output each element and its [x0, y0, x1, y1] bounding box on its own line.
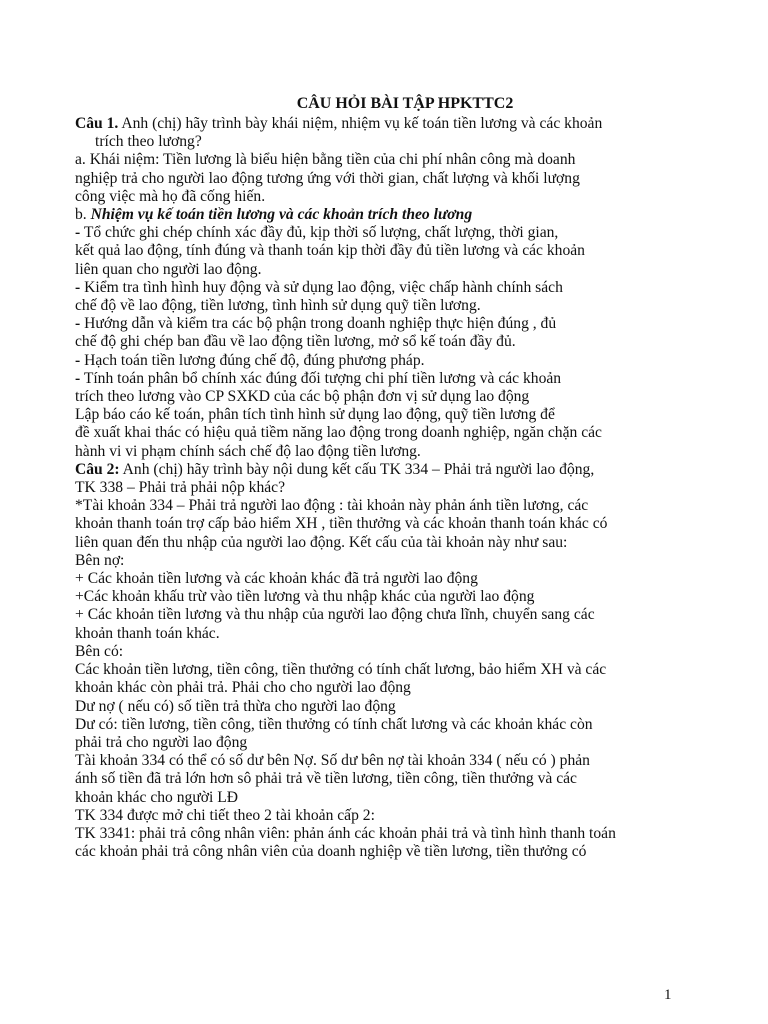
task-heading-prefix: b. — [75, 206, 91, 224]
q2-line-2: TK 338 – Phải trả phải nộp khác? — [75, 479, 286, 497]
task-3-text: Hướng dẫn và kiểm tra các bộ phận trong doanh nghiệp thực hiện đúng , đủ — [80, 315, 557, 333]
balance-note-line-2: ánh số tiền đã trả lớn hơn sô phải trả về tiền lương, tiền công, tiền thưởng và các — [75, 770, 577, 788]
credit-item-line-1: Các khoản tiền lương, tiền công, tiền thưởng có tính chất lương, bảo hiểm XH và các — [75, 661, 607, 679]
task-6-line-2: đề xuất khai thác có hiệu quả tiềm năng lao động trong doanh nghiệp, ngăn chặn các — [75, 424, 602, 442]
debit-item-2: +Các khoản khấu trừ vào tiền lương và thu nhập khác của người lao động — [75, 588, 535, 606]
debit-item-3-line-1: + Các khoản tiền lương và thu nhập của người lao động chưa lĩnh, chuyển sang các — [75, 606, 595, 624]
task-6-line-1: Lập báo cáo kế toán, phân tích tình hình sử dụng lao động, quỹ tiền lương để — [75, 406, 555, 424]
task-2-text: Kiểm tra tình hình huy động và sử dụng lao động, việc chấp hành chính sách — [80, 278, 563, 296]
task-3-dash: - — [75, 315, 81, 333]
task-5-dash: - — [75, 369, 81, 387]
task-5-line-1 — [75, 370, 715, 388]
tk3341-line-1: TK 3341: phải trả công nhân viên: phản ánh các khoản phải trả và tình hình thanh toán — [75, 824, 616, 842]
task-2-line-1 — [75, 279, 715, 297]
tk334-intro-line-2: khoản thanh toán trợ cấp bảo hiểm XH , tiền thưởng và các khoản thanh toán khác có — [75, 515, 608, 533]
page-number: 1 — [664, 987, 672, 1003]
concept-line-2: nghiệp trả cho người lao động tương ứng với thời gian, chất lượng và khối lượng — [75, 169, 580, 187]
task-5-text: Tính toán phân bổ chính xác đúng đối tượng chi phí tiền lương và các khoản — [80, 369, 562, 387]
credit-balance-line-2: phải trả cho người lao động — [75, 733, 248, 751]
document-body — [75, 95, 715, 861]
task-2-line-2: chế độ về lao động, tiền lương, tình hình sử dụng quỹ tiền lương. — [75, 297, 481, 315]
q2-label: Câu 2: — [75, 460, 120, 478]
tk334-intro-line-3: liên quan đến thu nhập của người lao động. Kết cấu của tài khoản này như sau: — [75, 533, 568, 551]
tk334-intro-line-1: *Tài khoản 334 – Phải trả người lao động : tài khoản này phản ánh tiền lương, các — [75, 497, 589, 515]
credit-balance-line-1: Dư có: tiền lương, tiền công, tiền thưởng có tính chất lương và các khoản khác còn — [75, 715, 593, 733]
q1-line-2: trích theo lương? — [95, 133, 202, 151]
task-3-line-1 — [75, 315, 715, 333]
debit-heading: Bên nợ: — [75, 551, 125, 569]
task-1-line-1 — [75, 224, 715, 242]
debit-balance: Dư nợ ( nếu có) số tiền trả thừa cho người lao động — [75, 697, 396, 715]
task-3-line-2: chế độ ghi chép ban đầu về lao động tiền lương, mở sổ kế toán đầy đủ. — [75, 333, 516, 351]
document-title: CÂU HỎI BÀI TẬP HPKTTC2 — [296, 95, 514, 112]
q2-text: Anh (chị) hãy trình bày nội dung kết cấu TK 334 – Phải trả người lao động, — [119, 460, 595, 478]
q1-label: Câu 1. — [75, 115, 119, 132]
q1-line-1 — [75, 115, 715, 133]
tk3341-line-2: các khoản phải trả công nhân viên của doanh nghiệp về tiền lương, tiền thưởng có — [75, 843, 587, 861]
task-6-line-3: hành vi vi phạm chính sách chế độ lao động tiền lương. — [75, 442, 421, 460]
task-4-line-1 — [75, 352, 715, 370]
task-5-line-2: trích theo lương vào CP SXKD của các bộ phận đơn vị sử dụng lao động — [75, 388, 530, 406]
credit-heading: Bên có: — [75, 642, 124, 660]
task-1-line-2: kết quả lao động, tính đúng và thanh toán kịp thời đầy đủ tiền lương và các khoản — [75, 242, 585, 260]
credit-item-line-2: khoản khác còn phải trả. Phải cho cho người lao động — [75, 679, 411, 697]
debit-item-1: + Các khoản tiền lương và các khoản khác đã trả người lao động — [75, 570, 478, 588]
task-1-text: Tổ chức ghi chép chính xác đầy đủ, kịp thời số lượng, chất lượng, thời gian, — [80, 224, 559, 242]
task-4-text: Hạch toán tiền lương đúng chế độ, đúng phương pháp. — [80, 351, 425, 369]
task-4-dash: - — [75, 351, 81, 369]
sub-account-intro: TK 334 được mở chi tiết theo 2 tài khoản cấp 2: — [75, 806, 375, 824]
debit-item-3-line-2: khoản thanh toán khác. — [75, 624, 220, 642]
task-1-line-3: liên quan cho người lao động. — [75, 260, 262, 278]
balance-note-line-3: khoản khác cho người LĐ — [75, 788, 239, 806]
task-heading — [75, 206, 715, 224]
q1-text: Anh (chị) hãy trình bày khái niệm, nhiệm vụ kế toán tiền lương và các khoản — [118, 115, 603, 132]
task-1-dash: - — [75, 224, 81, 242]
q2-line-1 — [75, 461, 715, 479]
balance-note-line-1: Tài khoản 334 có thể có số dư bên Nợ. Số dư bên nợ tài khoản 334 ( nếu có ) phản — [75, 752, 590, 770]
concept-line-1: a. Khái niệm: Tiền lương là biểu hiện bằng tiền của chi phí nhân công mà doanh — [75, 151, 576, 169]
task-2-dash: - — [75, 278, 81, 296]
concept-line-3: công việc mà họ đã cống hiến. — [75, 187, 266, 205]
task-heading-text: Nhiệm vụ kế toán tiền lương và các khoản trích theo lương — [90, 206, 473, 224]
